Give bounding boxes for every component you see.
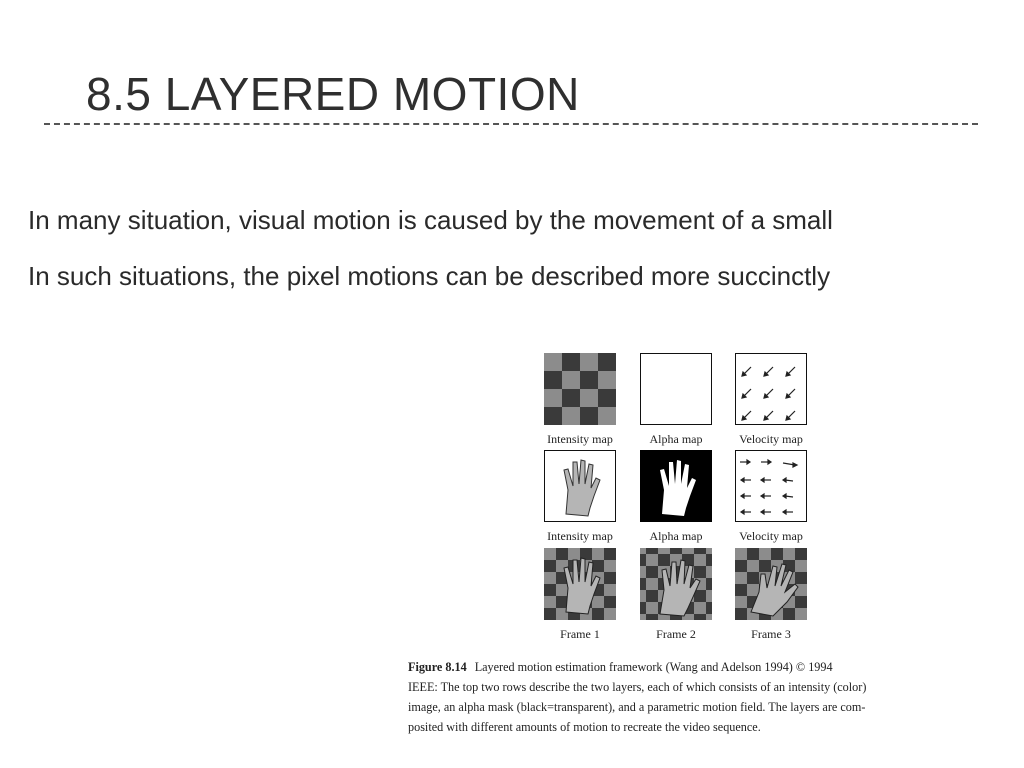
body-text-line-1: In many situation, visual motion is caused by the movement of a small — [28, 205, 833, 235]
checkerboard-image — [544, 353, 616, 425]
layer2-alpha-map-hand-mask — [640, 450, 712, 522]
caption-line-2: IEEE: The top two rows describe the two layers, each of which consists of an intensity (color) — [408, 680, 867, 694]
layered-motion-figure — [520, 350, 840, 645]
figure-label: Velocity map — [739, 432, 803, 446]
figure-caption — [408, 657, 943, 737]
slide-title: 8.5 LAYERED MOTION — [86, 68, 580, 120]
figure-number: Figure 8.14 — [408, 660, 467, 674]
layer1-alpha-map-white — [640, 353, 712, 425]
caption-line-1 — [408, 657, 943, 677]
layer1-intensity-map-checkerboard — [544, 353, 616, 425]
figure-label: Alpha map — [649, 529, 703, 543]
figure-label: Alpha map — [649, 432, 703, 446]
composite-frame-1 — [544, 548, 616, 620]
figure-label: Frame 3 — [751, 627, 791, 641]
layer1-velocity-map-diagonal-arrows — [735, 353, 807, 425]
figure-label: Frame 1 — [560, 627, 600, 641]
composite-frame-2 — [640, 548, 712, 620]
caption-line-4: posited with different amounts of motion to recreate the video sequence. — [408, 720, 761, 734]
figure-label: Frame 2 — [656, 627, 696, 641]
layer2-velocity-map-horizontal-arrows — [735, 450, 807, 522]
title-divider — [44, 123, 978, 125]
figure-label: Intensity map — [547, 432, 613, 446]
figure-label: Intensity map — [547, 529, 613, 543]
figure-label: Velocity map — [739, 529, 803, 543]
caption-line-3: image, an alpha mask (black=transparent), and a parametric motion field. The layers are com- — [408, 700, 866, 714]
body-text-line-2: In such situations, the pixel motions can be described more succinctly — [28, 261, 831, 291]
caption-text: Layered motion estimation framework (Wang and Adelson 1994) © 1994 — [474, 660, 833, 674]
composite-frame-3 — [735, 548, 807, 620]
layer2-intensity-map-hand — [544, 450, 616, 522]
